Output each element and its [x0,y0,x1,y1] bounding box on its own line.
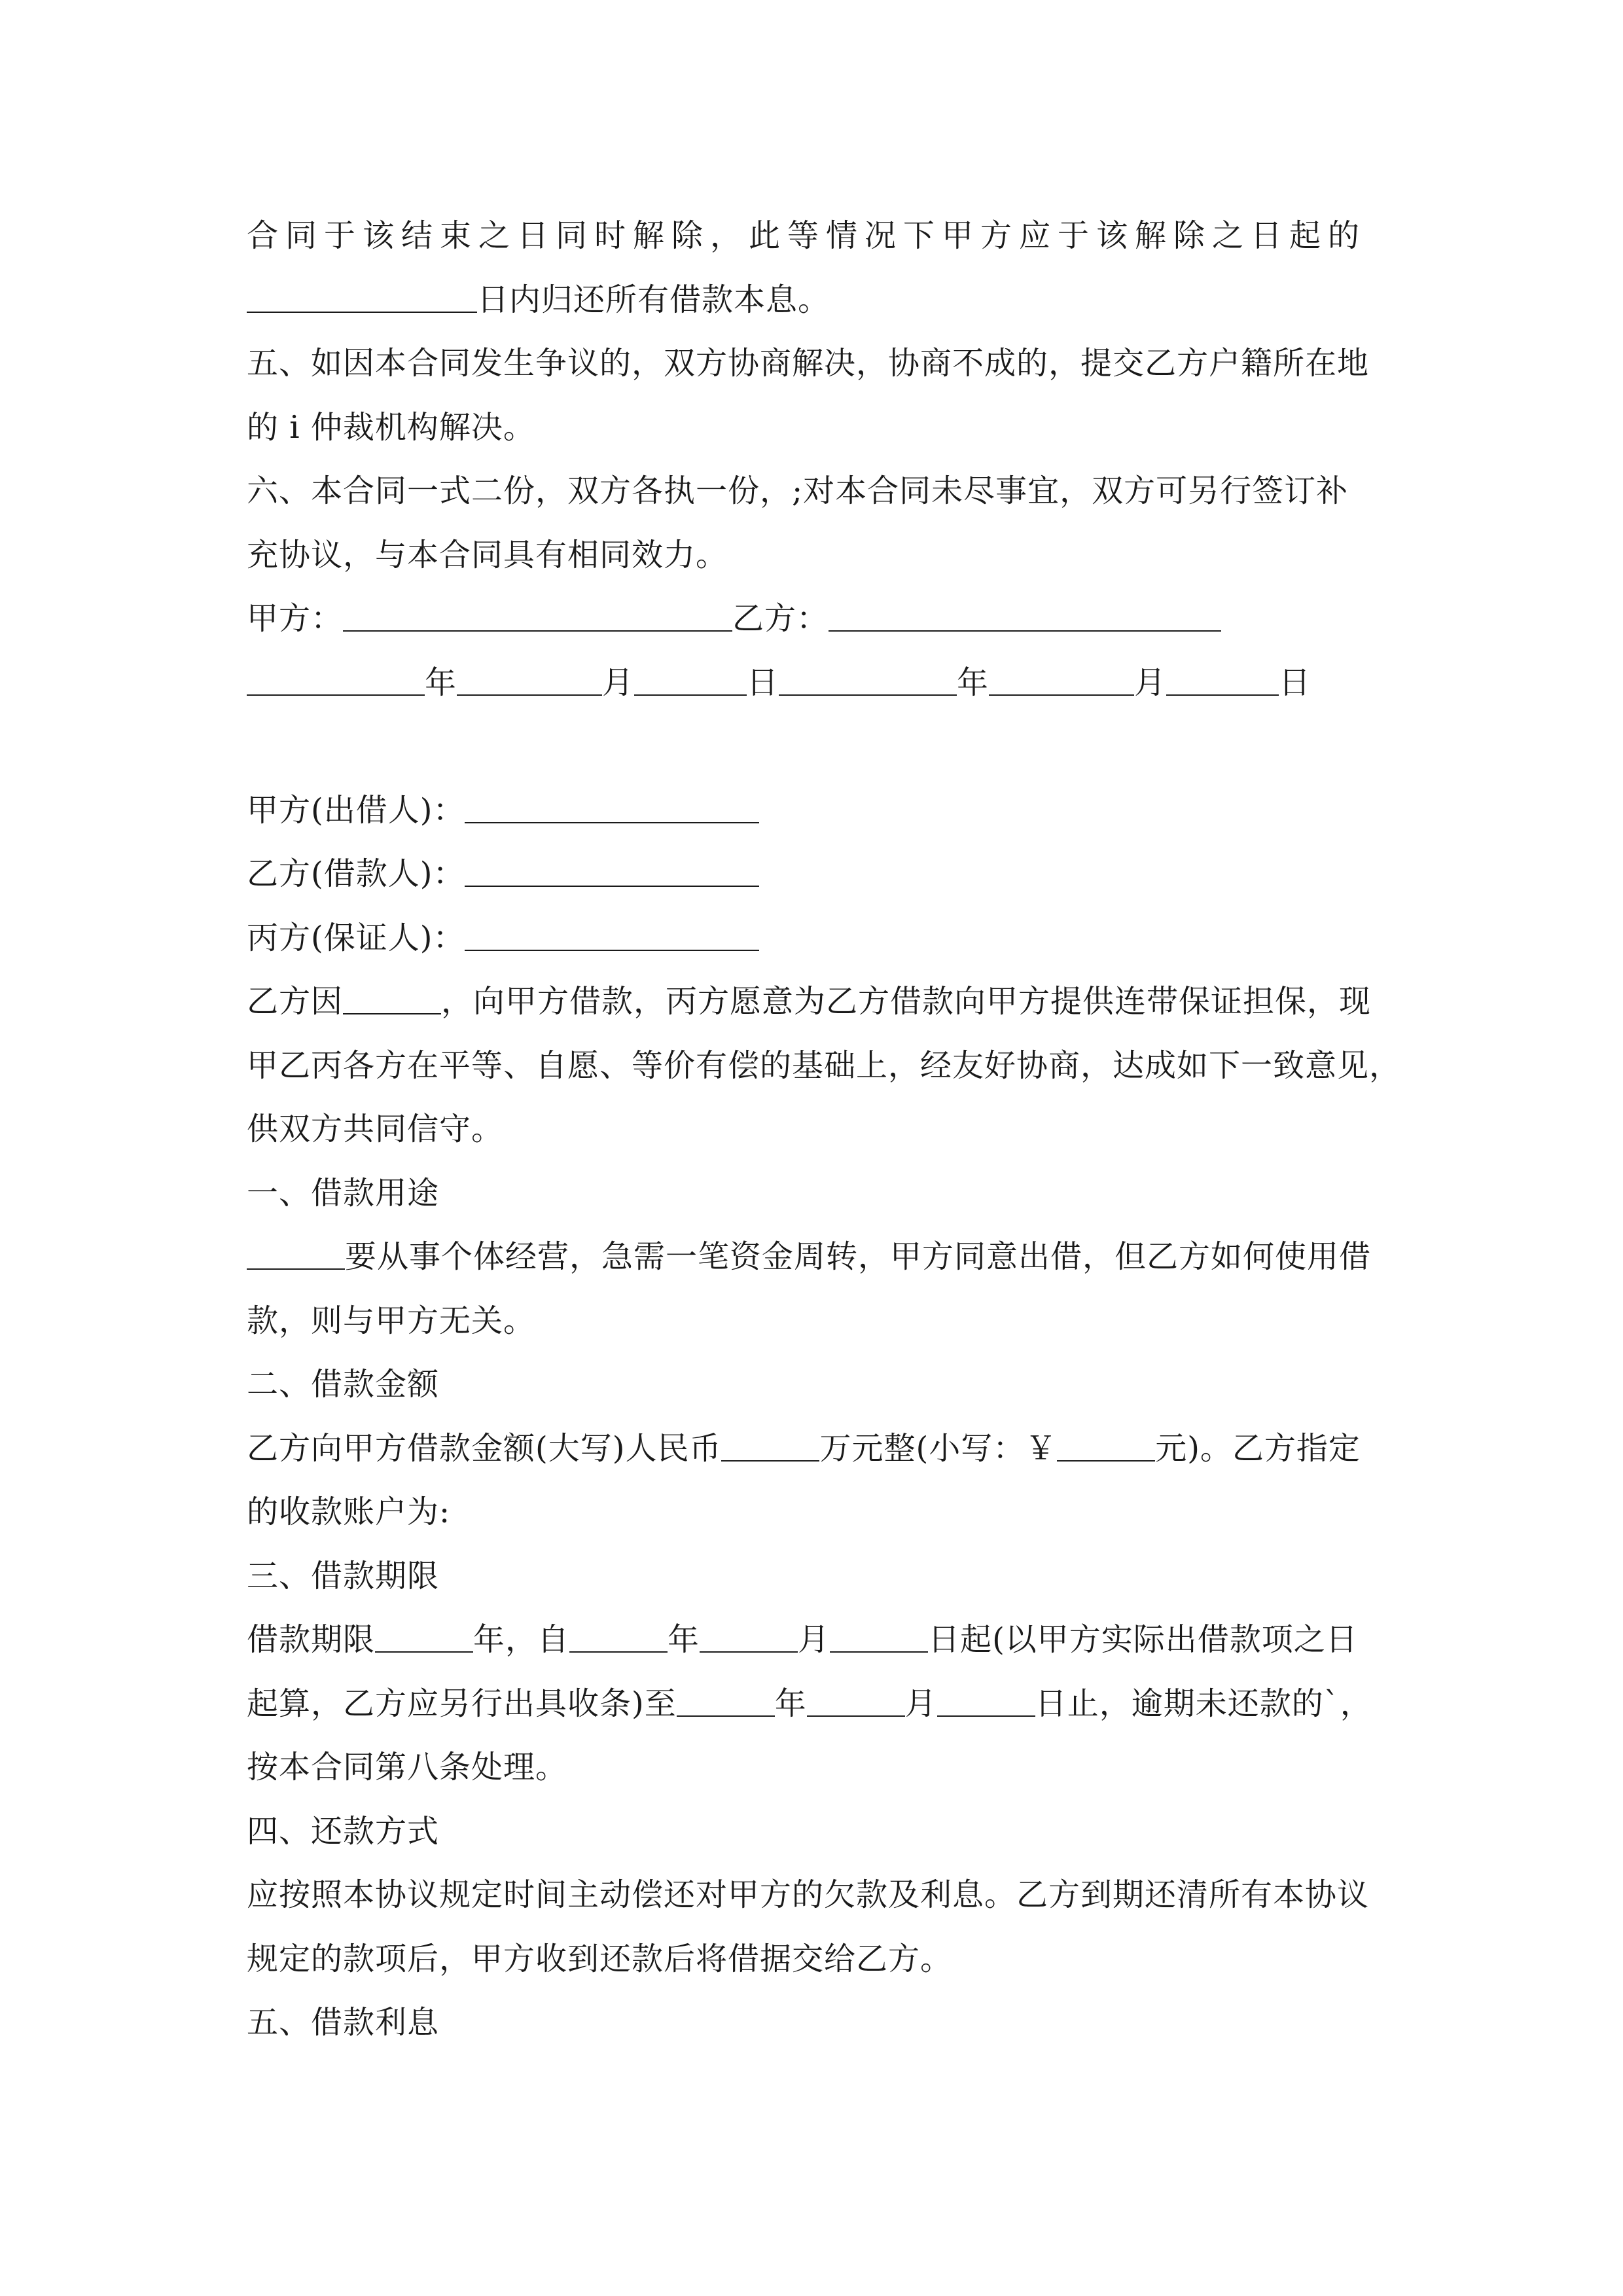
text-segment: 要从事个体经营，急需一笔资金周转，甲方同意出借，但乙方如何使用借 [345,1238,1372,1275]
text-line [247,1098,1379,1162]
text-segment: 月 [904,1685,937,1722]
text-segment: 年，自 [473,1621,570,1658]
heading-text: 三、借款期限 [247,1557,440,1594]
party-c-field[interactable] [465,920,759,951]
section-heading [247,1162,1379,1226]
heading-text: 四、还款方式 [247,1812,440,1850]
text-segment: 规定的款项后，甲方收到还款后将借据交给乙方。 [247,1940,953,1977]
start-year-field[interactable] [569,1621,668,1653]
party-b-sign-label: 乙方： [732,600,829,637]
year-field[interactable] [247,664,425,696]
contract-body [247,204,1402,2055]
text-segment: 充协议，与本合同具有相同效力。 [247,536,728,573]
text-segment: 乙方向甲方借款金额(大写)人民币 [247,1429,722,1467]
text-segment: 万元整(小写：￥ [819,1429,1058,1467]
text-line [247,524,1379,588]
text-line [247,268,1379,332]
month-field[interactable] [457,664,602,696]
text-segment: 五、如因本合同发生争议的，双方协商解决，协商不成的，提交乙方户籍所在地 [247,345,1370,382]
blank-field[interactable] [343,983,441,1014]
year-label: 年 [425,664,457,701]
day-label: 日 [1279,664,1311,701]
section-heading [247,1545,1379,1609]
text-segment: ，向甲方借款，丙方愿意为乙方借款向甲方提供连带保证担保，现 [441,983,1372,1020]
text-segment: 元)。乙方指定 [1155,1429,1361,1467]
term-years-field[interactable] [375,1621,473,1653]
text-segment: 六、本合同一式二份，双方各执一份，;对本合同未尽事宜，双方可另行签订补 [247,473,1349,509]
section-heading [247,1353,1379,1417]
start-day-field[interactable] [830,1621,928,1653]
heading-text: 五、借款利息 [247,2004,440,2041]
heading-text: 一、借款用途 [247,1174,440,1211]
party-a-label: 甲方(出借人)： [247,791,465,829]
heading-text: 二、借款金额 [247,1366,440,1403]
text-segment: 乙方因 [247,983,344,1020]
party-line [247,779,1379,843]
blank-line [247,715,1379,779]
blank-field[interactable] [247,281,477,313]
signature-line [247,587,1379,651]
month-field[interactable] [989,664,1134,696]
month-label: 月 [602,664,635,701]
text-segment: 供双方共同信守。 [247,1111,504,1147]
text-line [247,1608,1379,1672]
text-segment: 款，则与甲方无关。 [247,1302,536,1339]
party-line [247,842,1379,906]
year-label: 年 [957,664,990,701]
party-b-label: 乙方(借款人)： [247,855,465,892]
party-c-label: 丙方(保证人)： [247,919,465,956]
section-heading [247,1991,1379,2055]
day-label: 日 [747,664,779,701]
text-segment: 合同于该结束之日同时解除，此等情况下甲方应于该解除之日起的 [247,217,1367,254]
text-segment: 日止，逾期未还款的`， [1035,1685,1372,1722]
party-b-field[interactable] [465,855,759,887]
text-segment: 年 [668,1621,700,1658]
party-b-sign-field[interactable] [829,600,1221,632]
text-segment: 日起(以甲方实际出借款项之日 [928,1621,1358,1658]
text-line [247,1736,1379,1800]
day-field[interactable] [1166,664,1279,696]
text-segment: 年 [774,1685,807,1722]
text-line [247,1034,1402,1098]
start-month-field[interactable] [700,1621,798,1653]
text-line [247,396,1379,460]
text-segment: 月 [798,1621,830,1658]
text-line [247,1225,1379,1289]
amount-figure-field[interactable] [1057,1430,1155,1462]
date-line [247,651,1379,715]
party-a-sign-label: 甲方： [247,600,344,637]
text-line [247,1480,1379,1545]
text-segment: 的收款账户为: [247,1494,451,1530]
end-month-field[interactable] [807,1685,905,1717]
party-a-sign-field[interactable] [343,600,732,632]
text-segment: 起算，乙方应另行出具收条)至 [247,1685,677,1722]
text-line [247,1928,1379,1992]
end-day-field[interactable] [937,1685,1035,1717]
text-line [247,970,1379,1034]
text-segment: 甲乙丙各方在平等、自愿、等价有偿的基础上，经友好协商，达成如下一致意见， [247,1047,1402,1084]
text-line [247,1289,1379,1354]
day-field[interactable] [634,664,747,696]
blank-field[interactable] [247,1238,345,1270]
text-segment: 按本合同第八条处理。 [247,1749,568,1785]
text-line [247,1417,1379,1481]
end-year-field[interactable] [677,1685,775,1717]
text-segment: 应按照本协议规定时间主动偿还对甲方的欠款及利息。乙方到期还清所有本协议 [247,1876,1370,1913]
text-line [247,459,1379,524]
amount-words-field[interactable] [721,1430,819,1462]
party-line [247,906,1379,971]
text-segment: 的 i 仲裁机构解决。 [247,408,535,446]
section-heading [247,1800,1379,1864]
text-segment: 日内归还所有借款本息。 [477,281,830,318]
year-field[interactable] [779,664,957,696]
party-a-field[interactable] [465,792,759,823]
text-line [247,1672,1379,1736]
month-label: 月 [1134,664,1167,701]
text-line [247,332,1379,396]
text-line [247,1863,1379,1928]
text-segment: 借款期限 [247,1621,376,1658]
text-line [247,204,1379,268]
